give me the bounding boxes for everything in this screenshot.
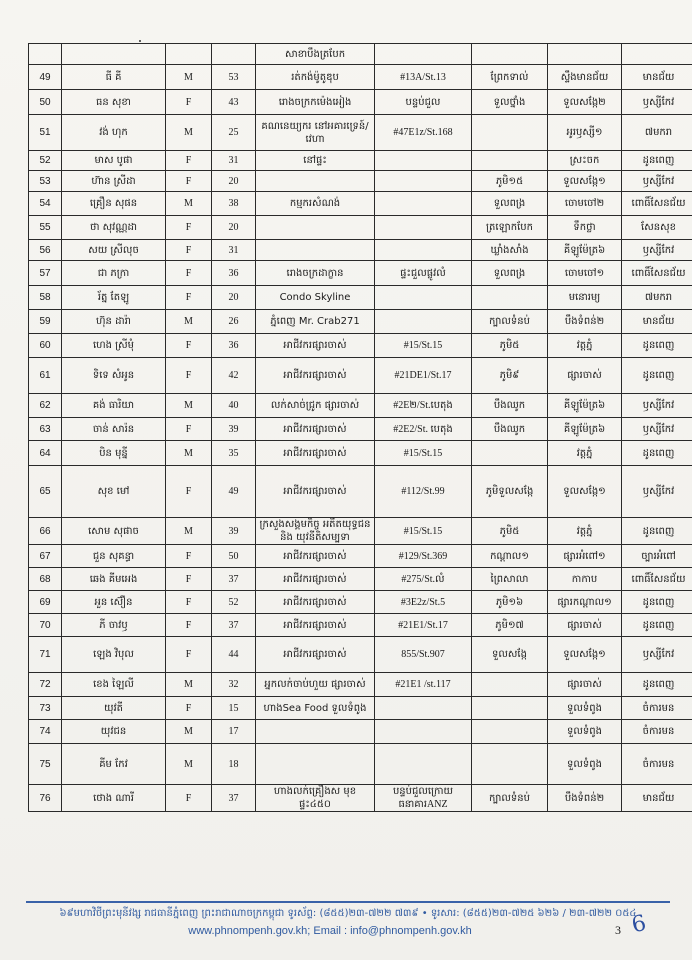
cell-name: រ័ត្ន តែឡូ xyxy=(62,286,166,310)
cell-village: ភូមិ១៥ xyxy=(472,171,548,192)
cell-name: ទិទេ សំអូន xyxy=(62,358,166,394)
table-row xyxy=(29,286,692,310)
cell-address xyxy=(375,171,472,192)
cell-khan: ចំការមន xyxy=(622,744,692,785)
cell-age: 52 xyxy=(212,591,256,614)
table-row xyxy=(29,334,692,358)
cell-sangkat: មនោរម្យ xyxy=(548,286,622,310)
cell-age: 20 xyxy=(212,171,256,192)
cell-address: បន្ទប់ជួលក្រោយ ធនាគារANZ xyxy=(375,785,472,812)
cell-sangkat: ទួលទំពូង xyxy=(548,720,622,744)
table-row xyxy=(29,171,692,192)
cell-address: #15/St.15 xyxy=(375,441,472,466)
cell-khan: ដូនពេញ xyxy=(622,591,692,614)
cell-khan: ដូនពេញ xyxy=(622,518,692,545)
cell-village: ព្រៃសាលា xyxy=(472,568,548,591)
cell-sex: M xyxy=(166,441,212,466)
cell-age: 40 xyxy=(212,394,256,418)
cell-age: 50 xyxy=(212,545,256,568)
ink-dot xyxy=(139,40,141,42)
cell-khan: ដូនពេញ xyxy=(622,151,692,171)
cell-age: 36 xyxy=(212,261,256,286)
table-row xyxy=(29,518,692,545)
cell-occupation: ភ្នំពេញ Mr. Crab271 xyxy=(256,310,375,334)
cell-age: 20 xyxy=(212,286,256,310)
cell-address: #2E2/St. បេតុង xyxy=(375,418,472,441)
cell-age: 53 xyxy=(212,65,256,90)
cell-age: 38 xyxy=(212,192,256,216)
cell-occupation xyxy=(256,216,375,240)
cell-no: 60 xyxy=(29,334,62,358)
cell-no: 50 xyxy=(29,90,62,115)
cell-address xyxy=(375,310,472,334)
cell-khan: ចំការមន xyxy=(622,697,692,720)
cell-khan: ពោធិ៍សែនជ័យ xyxy=(622,261,692,286)
table-row xyxy=(29,418,692,441)
cell-no: 76 xyxy=(29,785,62,812)
cell-village xyxy=(472,151,548,171)
cell-address: #112/St.99 xyxy=(375,466,472,518)
cell-village xyxy=(472,44,548,65)
cell-occupation: គណនេយ្យករ នៅអគារទ្រេន៍/វេហា xyxy=(256,115,375,151)
cell-sangkat: បឹងទំពន់២ xyxy=(548,310,622,334)
cell-address: #21E1 /st.117 xyxy=(375,673,472,697)
cell-khan: ដូនពេញ xyxy=(622,441,692,466)
cell-no: 51 xyxy=(29,115,62,151)
cell-sangkat: គីឡូម៉ែត្រ៦ xyxy=(548,240,622,261)
cell-no: 73 xyxy=(29,697,62,720)
cell-address: #21E1/St.17 xyxy=(375,614,472,637)
cell-khan: ៧មករា xyxy=(622,115,692,151)
cell-address: #129/St.369 xyxy=(375,545,472,568)
cell-sex xyxy=(166,44,212,65)
cell-sangkat: ផ្សារចាស់ xyxy=(548,614,622,637)
table-row xyxy=(29,441,692,466)
table-row xyxy=(29,720,692,744)
cell-occupation xyxy=(256,744,375,785)
cell-village: ទួលពង្រ xyxy=(472,192,548,216)
cell-no: 62 xyxy=(29,394,62,418)
cell-village: ក្បាលទំនប់ xyxy=(472,310,548,334)
cell-age: 37 xyxy=(212,568,256,591)
cell-no: 75 xyxy=(29,744,62,785)
cell-address: #275/St.លំ xyxy=(375,568,472,591)
cell-sex: M xyxy=(166,744,212,785)
case-table xyxy=(28,43,692,812)
cell-occupation: អ្នកលក់ចាប់ហួយ ផ្សារចាស់ xyxy=(256,673,375,697)
cell-name: ជា ភក្រា xyxy=(62,261,166,286)
cell-name: ហ៊ាន ស្រីដា xyxy=(62,171,166,192)
cell-name: បិន មុន្នី xyxy=(62,441,166,466)
table-row xyxy=(29,44,692,65)
cell-sex: F xyxy=(166,286,212,310)
cell-occupation: អាជីវករផ្សារចាស់ xyxy=(256,334,375,358)
cell-name: ធន សុខា xyxy=(62,90,166,115)
cell-age: 32 xyxy=(212,673,256,697)
table-row xyxy=(29,216,692,240)
cell-no: 65 xyxy=(29,466,62,518)
cell-sex: M xyxy=(166,310,212,334)
cell-village: ភូមិ៥ xyxy=(472,518,548,545)
cell-address xyxy=(375,240,472,261)
cell-name: ចាន់ សារ៉ន xyxy=(62,418,166,441)
cell-sangkat: ចោមចៅ១ xyxy=(548,261,622,286)
cell-khan: ពោធិ៍សែនជ័យ xyxy=(622,192,692,216)
cell-khan: ដូនពេញ xyxy=(622,673,692,697)
cell-age: 43 xyxy=(212,90,256,115)
cell-age: 35 xyxy=(212,441,256,466)
cell-name: សោម សុផាច xyxy=(62,518,166,545)
cell-khan: ឫស្សីកែវ xyxy=(622,171,692,192)
cell-sangkat: ទួលទំពូង xyxy=(548,697,622,720)
cell-khan: ៧មករា xyxy=(622,286,692,310)
cell-sangkat: គីឡូម៉ែត្រ៦ xyxy=(548,418,622,441)
cell-khan: ឫស្សីកែវ xyxy=(622,240,692,261)
cell-village xyxy=(472,673,548,697)
cell-no: 57 xyxy=(29,261,62,286)
cell-address: បន្ទប់ជួល xyxy=(375,90,472,115)
cell-name: គ្រឿន សុផន xyxy=(62,192,166,216)
cell-village: ព្រែកទាល់ xyxy=(472,65,548,90)
cell-sangkat: ទួលទំពូង xyxy=(548,744,622,785)
table-row xyxy=(29,151,692,171)
cell-sangkat: ស្រះចក xyxy=(548,151,622,171)
cell-no: 56 xyxy=(29,240,62,261)
cell-occupation xyxy=(256,171,375,192)
cell-no: 70 xyxy=(29,614,62,637)
cell-khan: ឫស្សីកែវ xyxy=(622,637,692,673)
cell-sex: M xyxy=(166,192,212,216)
cell-address: #15/St.15 xyxy=(375,334,472,358)
cell-occupation: Condo Skyline xyxy=(256,286,375,310)
cell-khan: ច្បារអំពៅ xyxy=(622,545,692,568)
cell-name: ហេង ស្រីមុំ xyxy=(62,334,166,358)
cell-village xyxy=(472,744,548,785)
cell-name: មាស បូផា xyxy=(62,151,166,171)
cell-khan: មានជ័យ xyxy=(622,65,692,90)
case-table-body xyxy=(29,44,692,812)
cell-khan: ចំការមន xyxy=(622,720,692,744)
table-row xyxy=(29,614,692,637)
cell-occupation: ហាងលក់គ្រឿងស មុខផ្ទះ៤៥០ xyxy=(256,785,375,812)
cell-occupation: អាជីវករផ្សារចាស់ xyxy=(256,614,375,637)
cell-name: ភី ចាវឫ xyxy=(62,614,166,637)
cell-address xyxy=(375,151,472,171)
cell-sex: F xyxy=(166,545,212,568)
cell-age: 49 xyxy=(212,466,256,518)
cell-age: 26 xyxy=(212,310,256,334)
cell-address: 855/St.907 xyxy=(375,637,472,673)
cell-age: 42 xyxy=(212,358,256,394)
cell-address xyxy=(375,697,472,720)
footer-contact: www.phnompenh.gov.kh; Email : info@phnompenh.gov.kh xyxy=(188,925,472,937)
cell-khan: ពោធិ៍សែនជ័យ xyxy=(622,568,692,591)
cell-no: 58 xyxy=(29,286,62,310)
cell-sex: M xyxy=(166,115,212,151)
cell-name: គីម កែវ xyxy=(62,744,166,785)
table-row xyxy=(29,785,692,812)
cell-name: វង់ ហុក xyxy=(62,115,166,151)
cell-khan: ឫស្សីកែវ xyxy=(622,466,692,518)
cell-address xyxy=(375,44,472,65)
cell-village xyxy=(472,441,548,466)
cell-sex: M xyxy=(166,65,212,90)
cell-name: ខេង ឡៃលី xyxy=(62,673,166,697)
cell-address xyxy=(375,744,472,785)
cell-sex: M xyxy=(166,518,212,545)
cell-no: 68 xyxy=(29,568,62,591)
cell-village: ភូមិ១៦ xyxy=(472,591,548,614)
cell-no: 69 xyxy=(29,591,62,614)
cell-address: ផ្ទះជួលផ្លូវលំ xyxy=(375,261,472,286)
cell-age: 31 xyxy=(212,240,256,261)
cell-address xyxy=(375,192,472,216)
cell-sex: F xyxy=(166,591,212,614)
cell-name: ធី គី xyxy=(62,65,166,90)
cell-khan: សែនសុខ xyxy=(622,216,692,240)
cell-village xyxy=(472,115,548,151)
table-row xyxy=(29,744,692,785)
cell-name: យុវជន xyxy=(62,720,166,744)
cell-sex: M xyxy=(166,673,212,697)
cell-sex: F xyxy=(166,614,212,637)
cell-khan: ដូនពេញ xyxy=(622,614,692,637)
table-row xyxy=(29,192,692,216)
cell-age: 39 xyxy=(212,518,256,545)
cell-sangkat: វត្តភ្នំ xyxy=(548,441,622,466)
cell-address: #13A/St.13 xyxy=(375,65,472,90)
cell-occupation: រោងចក្រកម៉េងអៀង xyxy=(256,90,375,115)
cell-name: គង់ ធារិយា xyxy=(62,394,166,418)
cell-sex: F xyxy=(166,697,212,720)
cell-village: ភូមិ១៧ xyxy=(472,614,548,637)
cell-no: 67 xyxy=(29,545,62,568)
cell-sex: F xyxy=(166,466,212,518)
cell-sex: F xyxy=(166,568,212,591)
cell-village: ក្បាលទំនប់ xyxy=(472,785,548,812)
table-row xyxy=(29,65,692,90)
cell-sangkat: ផ្សារអំពៅ១ xyxy=(548,545,622,568)
table-row xyxy=(29,637,692,673)
cell-sex: F xyxy=(166,216,212,240)
cell-occupation: អាជីវករផ្សារចាស់ xyxy=(256,545,375,568)
table-row xyxy=(29,240,692,261)
cell-sex: M xyxy=(166,394,212,418)
cell-occupation: រត់កង់ម៉ូតូឌុប xyxy=(256,65,375,90)
table-row xyxy=(29,394,692,418)
cell-no: 71 xyxy=(29,637,62,673)
cell-khan: ឫស្សីកែវ xyxy=(622,90,692,115)
cell-occupation: ក្រសួងសង្គមកិច្ច អតីតយុទ្ធជន និង យុវនីតិសម្បទា xyxy=(256,518,375,545)
cell-occupation: អាជីវករផ្សារចាស់ xyxy=(256,568,375,591)
cell-occupation: លក់សាច់ជ្រូក ផ្សារចាស់ xyxy=(256,394,375,418)
cell-address xyxy=(375,286,472,310)
cell-sex: F xyxy=(166,151,212,171)
cell-name: ថា សុវណ្ណដា xyxy=(62,216,166,240)
cell-no: 54 xyxy=(29,192,62,216)
cell-sangkat: ទួលសង្កែ១ xyxy=(548,637,622,673)
cell-village xyxy=(472,697,548,720)
cell-sangkat: ផ្សារចាស់ xyxy=(548,673,622,697)
table-row xyxy=(29,697,692,720)
cell-age: 17 xyxy=(212,720,256,744)
cell-occupation xyxy=(256,240,375,261)
cell-age: 37 xyxy=(212,785,256,812)
cell-no: 64 xyxy=(29,441,62,466)
cell-village: ឃ្លាំងសាំង xyxy=(472,240,548,261)
cell-occupation: រោងចក្រដាក្ខាន xyxy=(256,261,375,286)
cell-village xyxy=(472,286,548,310)
cell-village: បឹងឈូក xyxy=(472,418,548,441)
cell-village: ត្រឡោកបែក xyxy=(472,216,548,240)
cell-sex: F xyxy=(166,358,212,394)
cell-address xyxy=(375,216,472,240)
cell-no: 49 xyxy=(29,65,62,90)
cell-age: 44 xyxy=(212,637,256,673)
cell-name: អួន ស៊ឿន xyxy=(62,591,166,614)
cell-sex: F xyxy=(166,261,212,286)
cell-age: 36 xyxy=(212,334,256,358)
table-row xyxy=(29,90,692,115)
cell-age: 20 xyxy=(212,216,256,240)
cell-sex: F xyxy=(166,418,212,441)
page-number: 3 xyxy=(615,923,621,937)
cell-village: ភូមិទួលសង្កែ xyxy=(472,466,548,518)
cell-village: ភូមិ៥ xyxy=(472,334,548,358)
table-row xyxy=(29,261,692,286)
table-row xyxy=(29,568,692,591)
cell-village: បឹងឈូក xyxy=(472,394,548,418)
table-row xyxy=(29,310,692,334)
cell-occupation: អាជីវករផ្សារចាស់ xyxy=(256,418,375,441)
footer-address: ៦៩មហាវិថីព្រះមុនីវង្ស រាជធានីភ្នំពេញ ព្រះរាជាណាចក្រកម្ពុជា ទូរស័ព្ទ: (៨៥៥)២៣-៧២២ ៧៣៩ • ទូរសារ: (៨៥៥)២៣-៧២៥ ៦២៦ / ២៣-៧២២ ០៥៤ xyxy=(59,908,637,919)
cell-sangkat: ផ្សារកណ្តាល១ xyxy=(548,591,622,614)
cell-occupation xyxy=(256,720,375,744)
cell-address: #15/St.15 xyxy=(375,518,472,545)
cell-village xyxy=(472,720,548,744)
cell-khan xyxy=(622,44,692,65)
cell-age xyxy=(212,44,256,65)
cell-sangkat: វត្តភ្នំ xyxy=(548,334,622,358)
table-row xyxy=(29,545,692,568)
cell-name: ថោង ណារី xyxy=(62,785,166,812)
cell-name: សយ ស្រីលុច xyxy=(62,240,166,261)
cell-age: 18 xyxy=(212,744,256,785)
cell-no xyxy=(29,44,62,65)
cell-sex: F xyxy=(166,240,212,261)
cell-sangkat: ទឹកថ្លា xyxy=(548,216,622,240)
cell-khan: មានជ័យ xyxy=(622,785,692,812)
cell-sangkat: ទួលសង្កែ២ xyxy=(548,90,622,115)
cell-sex: F xyxy=(166,334,212,358)
cell-sangkat: ទួលសង្កែ១ xyxy=(548,171,622,192)
cell-no: 53 xyxy=(29,171,62,192)
cell-no: 52 xyxy=(29,151,62,171)
cell-occupation: ហាងSea Food ទួលទំពូង xyxy=(256,697,375,720)
cell-sex: F xyxy=(166,171,212,192)
cell-sex: F xyxy=(166,90,212,115)
cell-occupation: អាជីវករផ្សារចាស់ xyxy=(256,358,375,394)
cell-sex: M xyxy=(166,720,212,744)
cell-name: ឆេង គីមអេង xyxy=(62,568,166,591)
cell-sangkat: គីឡូម៉ែត្រ៦ xyxy=(548,394,622,418)
cell-sex: F xyxy=(166,785,212,812)
table-row xyxy=(29,591,692,614)
cell-sangkat: បឹងទំពន់២ xyxy=(548,785,622,812)
cell-address: #21DE1/St.17 xyxy=(375,358,472,394)
cell-village: ភូមិ៩ xyxy=(472,358,548,394)
cell-no: 59 xyxy=(29,310,62,334)
cell-sex: F xyxy=(166,637,212,673)
cell-khan: មានជ័យ xyxy=(622,310,692,334)
cell-sangkat: វត្តភ្នំ xyxy=(548,518,622,545)
cell-no: 66 xyxy=(29,518,62,545)
handwritten-mark: 6 xyxy=(629,910,649,939)
cell-name: ហ៊ុន ដារ៉ា xyxy=(62,310,166,334)
cell-sangkat: ផ្សារចាស់ xyxy=(548,358,622,394)
cell-age: 25 xyxy=(212,115,256,151)
cell-age: 39 xyxy=(212,418,256,441)
table-row xyxy=(29,466,692,518)
cell-occupation: អាជីវករផ្សារចាស់ xyxy=(256,591,375,614)
cell-age: 15 xyxy=(212,697,256,720)
cell-sangkat xyxy=(548,44,622,65)
cell-occupation: នៅផ្ទះ xyxy=(256,151,375,171)
cell-village: ទួលថ្នាំង xyxy=(472,90,548,115)
cell-occupation: អាជីវករផ្សារចាស់ xyxy=(256,637,375,673)
footer-rule xyxy=(26,901,670,903)
cell-village: កណ្តាល១ xyxy=(472,545,548,568)
cell-khan: ឫស្សីកែវ xyxy=(622,394,692,418)
cell-no: 74 xyxy=(29,720,62,744)
table-row xyxy=(29,358,692,394)
cell-address: #47E1z/St.168 xyxy=(375,115,472,151)
cell-name: ឡេង វិបុល xyxy=(62,637,166,673)
cell-no: 61 xyxy=(29,358,62,394)
cell-khan: ដូនពេញ xyxy=(622,334,692,358)
cell-occupation: អាជីវករផ្សារចាស់ xyxy=(256,441,375,466)
table-row xyxy=(29,115,692,151)
cell-sangkat: កាកាប xyxy=(548,568,622,591)
cell-no: 72 xyxy=(29,673,62,697)
cell-village: ទួលសង្កែ xyxy=(472,637,548,673)
cell-no: 63 xyxy=(29,418,62,441)
cell-khan: ឫស្សីកែវ xyxy=(622,418,692,441)
cell-address: #3E2z/St.5 xyxy=(375,591,472,614)
cell-occupation: អាជីវករផ្សារចាស់ xyxy=(256,466,375,518)
cell-name: ជួន សុគន្ធា xyxy=(62,545,166,568)
cell-age: 31 xyxy=(212,151,256,171)
cell-village: ទួលពង្រ xyxy=(472,261,548,286)
cell-khan: ដូនពេញ xyxy=(622,358,692,394)
cell-address xyxy=(375,720,472,744)
cell-occupation: កម្មករសំណង់ xyxy=(256,192,375,216)
cell-occupation: សាខាបឹងត្របែក xyxy=(256,44,375,65)
cell-name: សុខ មៅ xyxy=(62,466,166,518)
cell-age: 37 xyxy=(212,614,256,637)
cell-no: 55 xyxy=(29,216,62,240)
cell-name xyxy=(62,44,166,65)
cell-sangkat: អូរឫស្សី១ xyxy=(548,115,622,151)
table-row xyxy=(29,673,692,697)
cell-sangkat: ចោមចៅ២ xyxy=(548,192,622,216)
cell-sangkat: ទួលសង្កែ១ xyxy=(548,466,622,518)
cell-sangkat: ស្ទឹងមានជ័យ xyxy=(548,65,622,90)
cell-address: #2E២/St.បេតុង xyxy=(375,394,472,418)
cell-name: យុវតី xyxy=(62,697,166,720)
